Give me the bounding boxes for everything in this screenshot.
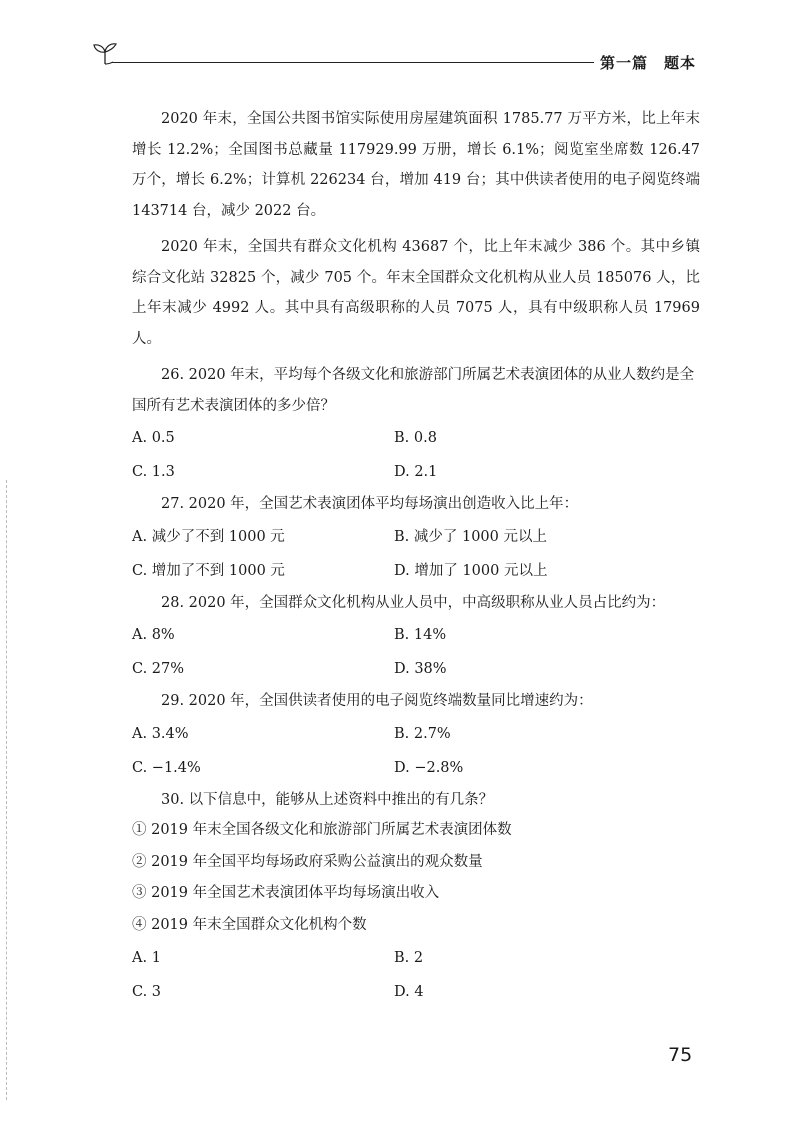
option-29-c: C. −1.4% bbox=[132, 759, 201, 776]
question-30-stem: 30. 以下信息中，能够从上述资料中推出的有几条？ bbox=[161, 791, 494, 808]
option-30-c: C. 3 bbox=[132, 984, 162, 1000]
option-28-d: D. 38% bbox=[394, 661, 447, 677]
question-30-item-1: ① 2019 年末全国各级文化和旅游部门所属艺术表演团体数 bbox=[132, 822, 512, 838]
question-28-options-row-1 bbox=[132, 618, 700, 652]
question-30-item-2: ② 2019 年全国平均每场政府采购公益演出的观众数量 bbox=[132, 853, 483, 870]
question-27-stem: 27. 2020 年，全国艺术表演团体平均每场演出创造收入比上年： bbox=[161, 496, 579, 512]
option-28-c: C. 27% bbox=[132, 661, 185, 677]
question-29-stem: 29. 2020 年，全国供读者使用的电子阅览终端数量同比增速约为： bbox=[161, 693, 593, 709]
question-26-options-row-1 bbox=[132, 421, 700, 455]
paragraph-cultural-institutions: 2020 年末，全国共有群众文化机构 43687 个，比上年末减少 386 个。其中乡镇综合文化站 32825 个，减少 705 个。年末全国群众文化机构从业人员 185076 人，比上年末减少 4992 人。其中具有高级职称的人员 7075 人，具有中级职称人员 17969 人。 bbox=[132, 239, 700, 347]
question-27-options-row-1 bbox=[132, 520, 700, 554]
header-rule bbox=[112, 62, 594, 63]
question-27-options-row-2 bbox=[132, 554, 700, 588]
question-26-options-row-2 bbox=[132, 455, 700, 489]
option-29-b: B. 2.7% bbox=[394, 725, 451, 742]
option-27-c: C. 增加了不到 1000 元 bbox=[132, 562, 285, 579]
option-27-a: A. 减少了不到 1000 元 bbox=[132, 528, 285, 545]
scan-margin-line bbox=[6, 480, 7, 1100]
option-30-b: B. 2 bbox=[394, 950, 424, 966]
option-30-d: D. 4 bbox=[394, 984, 424, 1000]
question-28-options-row-2 bbox=[132, 652, 700, 686]
question-30-item-3: ③ 2019 年全国艺术表演团体平均每场演出收入 bbox=[132, 885, 440, 901]
option-27-b: B. 减少了 1000 元以上 bbox=[394, 528, 547, 545]
option-29-a: A. 3.4% bbox=[132, 725, 189, 742]
question-30-options-row-1 bbox=[132, 941, 700, 975]
question-26-stem: 26. 2020 年末，平均每个各级文化和旅游部门所属艺术表演团体的从业人数约是全国所有艺术表演团体的多少倍？ bbox=[132, 367, 695, 414]
option-26-a: A. 0.5 bbox=[132, 430, 175, 446]
question-30-options-row-2 bbox=[132, 975, 700, 1009]
option-28-a: A. 8% bbox=[132, 627, 175, 643]
option-26-b: B. 0.8 bbox=[394, 430, 437, 446]
page-number: 75 bbox=[668, 1044, 693, 1066]
option-28-b: B. 14% bbox=[394, 627, 447, 643]
paragraph-library: 2020 年末，全国公共图书馆实际使用房屋建筑面积 1785.77 万平方米，比上年末增长 12.2%；全国图书总藏量 117929.99 万册，增长 6.1%；阅览室坐席数 126.47 万个，增长 6.2%；计算机 226234 台，增加 419 台；其中供读者使用的电子阅览终端 143714 台，减少 2022 台。 bbox=[132, 111, 700, 219]
page-content bbox=[132, 104, 700, 1009]
option-30-a: A. 1 bbox=[132, 950, 161, 966]
question-30-item-4: ④ 2019 年末全国群众文化机构个数 bbox=[132, 916, 367, 933]
question-28-stem: 28. 2020 年，全国群众文化机构从业人员中，中高级职称从业人员占比约为： bbox=[161, 594, 666, 611]
option-26-d: D. 2.1 bbox=[394, 464, 438, 480]
header-title: 第一篇 题本 bbox=[600, 54, 697, 72]
option-27-d: D. 增加了 1000 元以上 bbox=[394, 562, 548, 579]
question-29-options-row-1 bbox=[132, 717, 700, 751]
option-26-c: C. 1.3 bbox=[132, 464, 175, 480]
question-29-options-row-2 bbox=[132, 751, 700, 785]
option-29-d: D. −2.8% bbox=[394, 759, 464, 776]
